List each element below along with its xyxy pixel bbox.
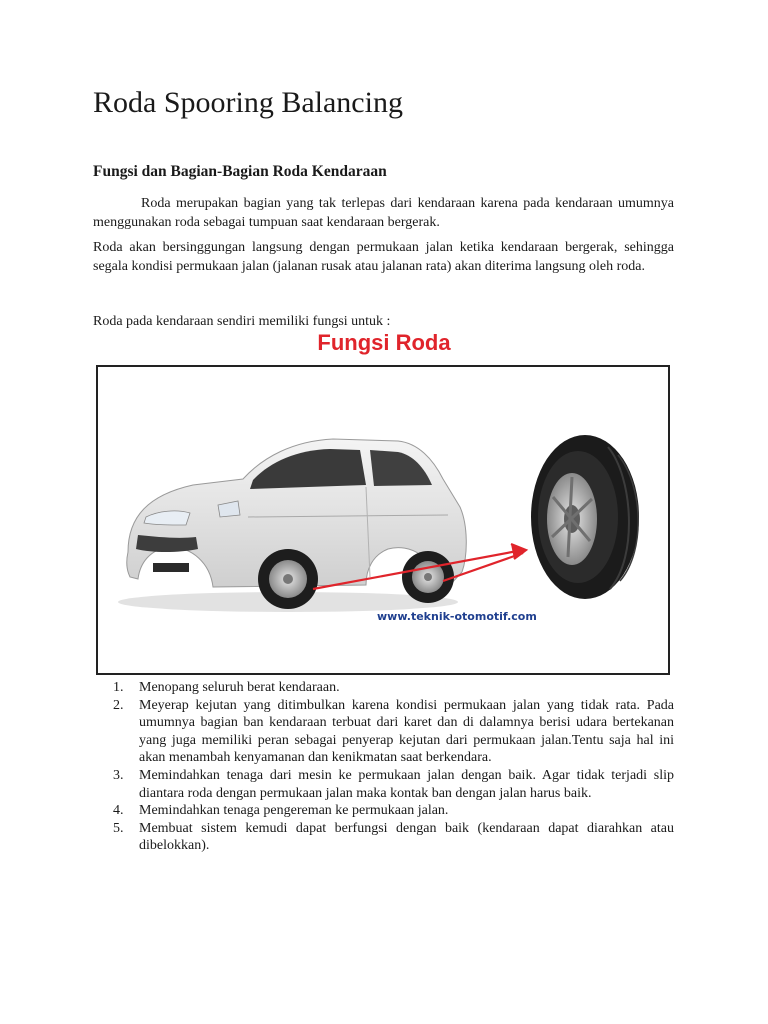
list-item-text: Membuat sistem kemudi dapat berfungsi dengan baik (kendaraan dapat diarahkan atau dibelokkan). <box>139 820 674 854</box>
watermark-text: www.teknik-otomotif.com <box>377 610 537 623</box>
list-item <box>93 697 674 767</box>
list-item-text: Meyerap kejutan yang ditimbulkan karena kondisi permukaan jalan yang tidak rata. Pada umumnya bagian ban kendaraan terbuat dari karet dan di dalamnya berisi udara bertekanan yang juga memiliki peran sebagai penyerap kejutan dari permukaan jalan.Tentu saja hal ini akan menambah kenyamanan dan kenikmatan saat berkendara. <box>139 697 674 766</box>
figure-frame <box>96 365 670 675</box>
page-title: Roda Spooring Balancing <box>93 86 403 119</box>
list-item <box>93 767 674 802</box>
paragraph-1: Roda merupakan bagian yang tak terlepas dari kendaraan karena pada kendaraan umumnya menggunakan roda sebagai tumpuan saat kendaraan bergerak. <box>93 196 674 230</box>
car-illustration <box>118 439 466 612</box>
list-item-number: 2. <box>113 697 124 713</box>
section-heading: Fungsi dan Bagian-Bagian Roda Kendaraan <box>93 163 387 180</box>
list-item <box>93 802 674 820</box>
list-item <box>93 820 674 855</box>
paragraph-3: Roda pada kendaraan sendiri memiliki fungsi untuk : <box>93 314 391 329</box>
list-item-number: 5. <box>113 820 124 836</box>
paragraph-2: Roda akan bersinggungan langsung dengan permukaan jalan ketika kendaraan bergerak, sehingga segala kondisi permukaan jalan (jalanan rusak atau jalanan rata) akan diterima langsung oleh roda. <box>93 240 674 274</box>
list-item-text: Menopang seluruh berat kendaraan. <box>139 680 340 695</box>
list-item-text: Memindahkan tenaga pengereman ke permukaan jalan. <box>139 803 449 819</box>
function-list <box>93 679 674 855</box>
list-item-number: 4. <box>113 803 124 819</box>
figure-title: Fungsi Roda <box>317 330 451 355</box>
list-item-number: 1. <box>113 680 124 695</box>
list-item <box>93 679 674 697</box>
figure-illustration <box>98 367 668 673</box>
list-item-number: 3. <box>113 767 124 783</box>
tire-illustration <box>531 435 639 599</box>
list-item-text: Memindahkan tenaga dari mesin ke permukaan jalan dengan baik. Agar tidak terjadi slip diantara roda dengan permukaan jalan maka kontak ban dengan jalan harus baik. <box>139 767 674 801</box>
